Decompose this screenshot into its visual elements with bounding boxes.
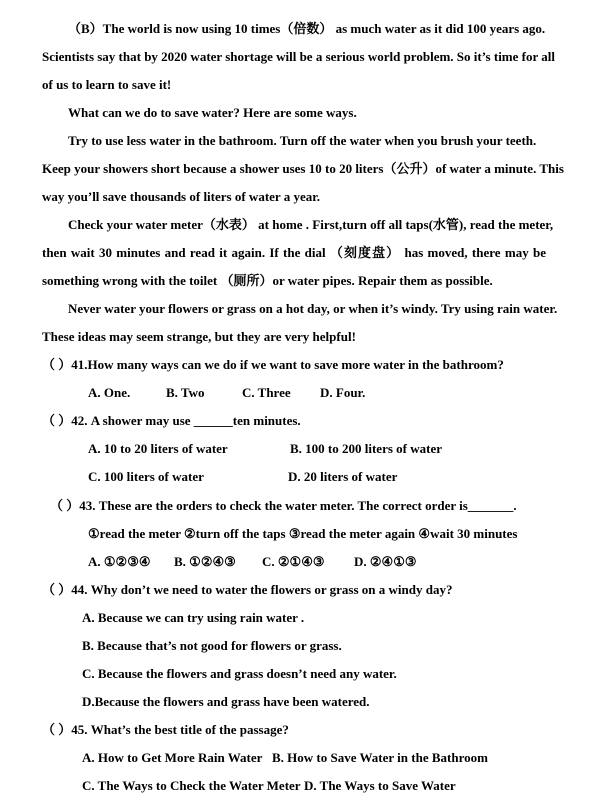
- passage-p1-line1: （B）The world is now using 10 times（倍数） as much water as it did 100 years ago.: [68, 21, 546, 36]
- q43-option-a[interactable]: A. ①②③④: [88, 554, 151, 569]
- passage-p5-line2: These ideas may seem strange, but they are very helpful!: [42, 329, 356, 344]
- q45-option-b[interactable]: B. How to Save Water in the Bathroom: [272, 750, 488, 765]
- q43-steps: ①read the meter ②turn off the taps ③read the meter again ④wait 30 minutes: [88, 526, 518, 541]
- q41-option-c[interactable]: C. Three: [242, 385, 291, 400]
- q42-option-a[interactable]: A. 10 to 20 liters of water: [88, 441, 228, 456]
- q41-option-b[interactable]: B. Two: [166, 385, 205, 400]
- passage-p2: What can we do to save water? Here are some ways.: [68, 105, 357, 120]
- q43-option-b[interactable]: B. ①②④③: [174, 554, 236, 569]
- question-42-stem: （ ）42. A shower may use ______ten minutes.: [42, 413, 301, 428]
- q44-option-c[interactable]: C. Because the flowers and grass doesn’t need any water.: [82, 666, 397, 681]
- passage-p4-line3: something wrong with the toilet （厕所）or water pipes. Repair them as possible.: [42, 273, 493, 288]
- question-44-stem: （ ）44. Why don’t we need to water the flowers or grass on a windy day?: [42, 582, 453, 597]
- q41-option-d[interactable]: D. Four.: [320, 385, 366, 400]
- q45-option-a[interactable]: A. How to Get More Rain Water: [82, 750, 263, 765]
- passage-p3-line2: Keep your showers short because a shower uses 10 to 20 liters（公升）of water a minute. This: [42, 161, 564, 176]
- q43-option-c[interactable]: C. ②①④③: [262, 554, 325, 569]
- q42-option-b[interactable]: B. 100 to 200 liters of water: [290, 441, 442, 456]
- passage-p1-line3: of us to learn to save it!: [42, 77, 172, 92]
- question-41-stem: （ ）41.How many ways can we do if we want to save more water in the bathroom?: [42, 357, 504, 372]
- passage-p3-line3: way you’ll save thousands of liters of water a year.: [42, 189, 321, 204]
- q42-option-d[interactable]: D. 20 liters of water: [288, 469, 398, 484]
- q42-option-c[interactable]: C. 100 liters of water: [88, 469, 204, 484]
- q44-option-a[interactable]: A. Because we can try using rain water .: [82, 610, 305, 625]
- question-45-stem: （ ）45. What’s the best title of the passage?: [42, 722, 289, 737]
- passage-p3-line1: Try to use less water in the bathroom. Turn off the water when you brush your teeth.: [68, 133, 537, 148]
- q45-option-c[interactable]: C. The Ways to Check the Water Meter: [82, 778, 301, 793]
- passage-p5-line1: Never water your flowers or grass on a hot day, or when it’s windy. Try using rain water.: [68, 301, 558, 316]
- q43-option-d[interactable]: D. ②④①③: [354, 554, 417, 569]
- passage-p1-line2: Scientists say that by 2020 water shortage will be a serious world problem. So it’s time for all: [42, 49, 555, 64]
- q41-option-a[interactable]: A. One.: [88, 385, 131, 400]
- passage-p4-line2: then wait 30 minutes and read it again. If the dial （刻度盘） has moved, there may be: [42, 245, 546, 260]
- q44-option-d[interactable]: D.Because the flowers and grass have been watered.: [82, 694, 370, 709]
- q45-option-d[interactable]: D. The Ways to Save Water: [304, 778, 456, 793]
- passage-p4-line1: Check your water meter（水表） at home . First,turn off all taps(水管), read the meter,: [68, 217, 554, 232]
- question-43-stem: （ ）43. These are the orders to check the water meter. The correct order is_______.: [50, 498, 517, 513]
- q44-option-b[interactable]: B. Because that’s not good for flowers or grass.: [82, 638, 342, 653]
